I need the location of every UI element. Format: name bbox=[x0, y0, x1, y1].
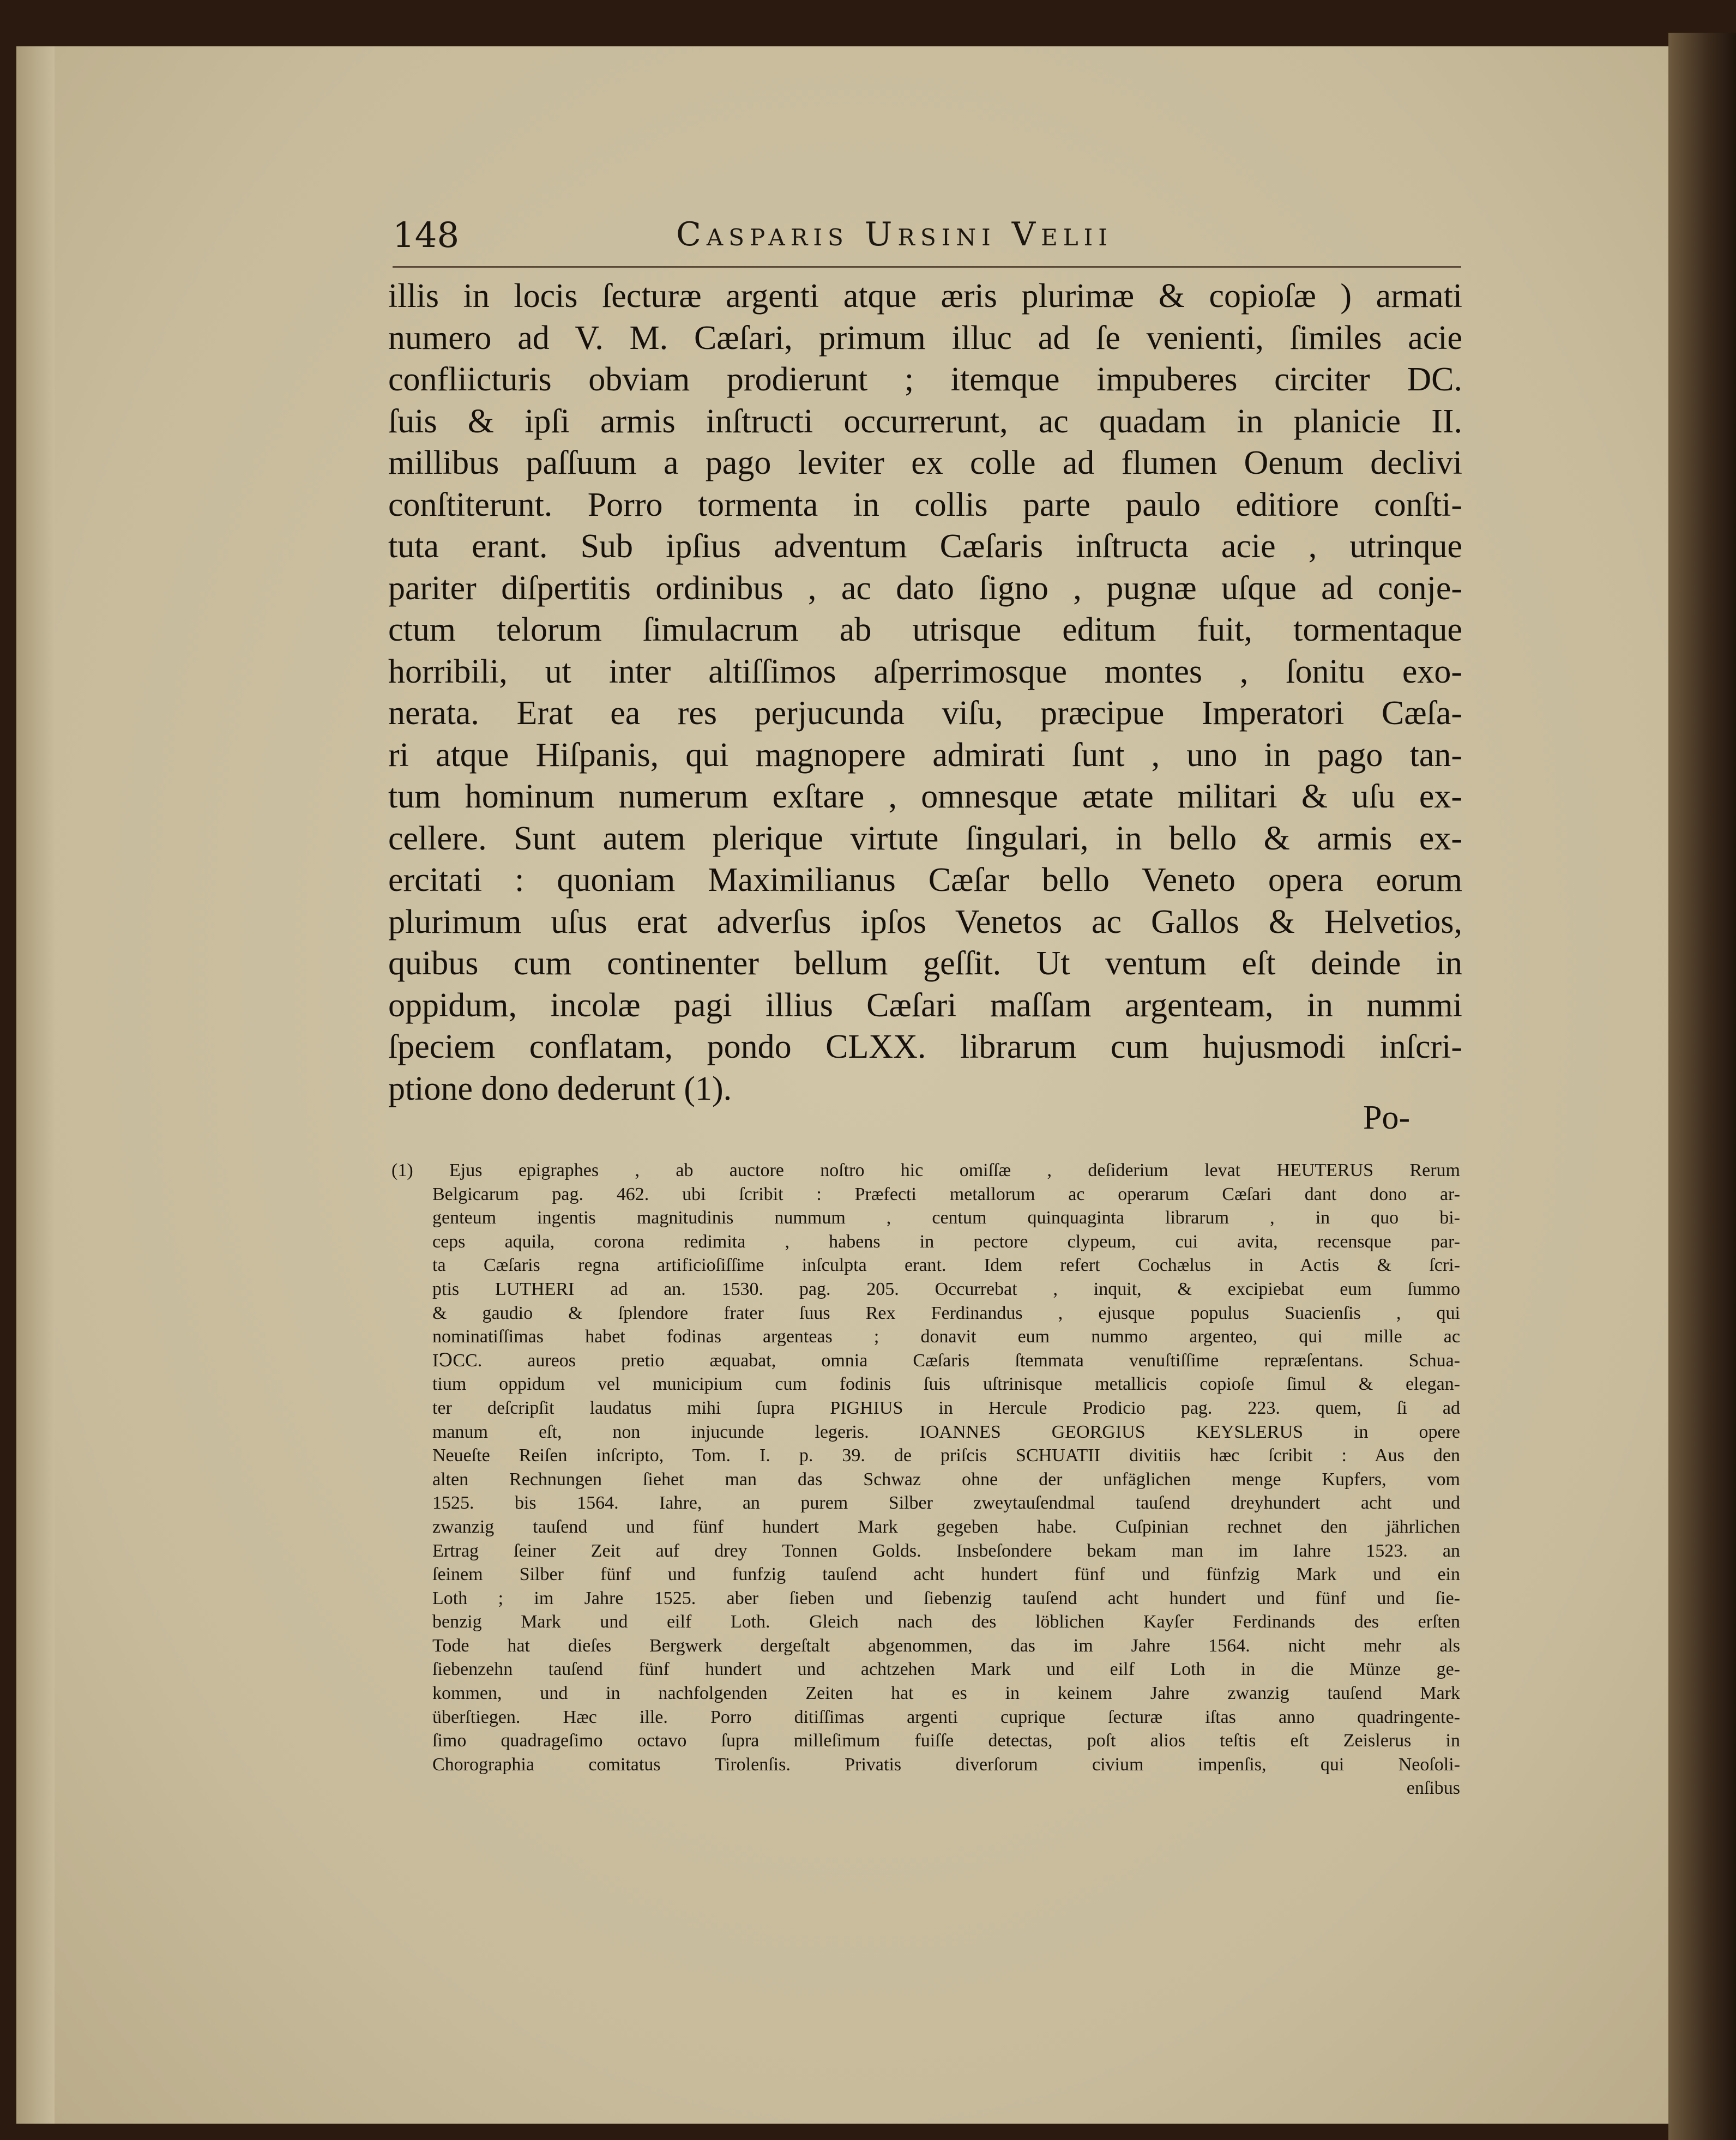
book-spine bbox=[1668, 33, 1736, 2140]
footnote-line: benzig Mark und eilf Loth. Gleich nach des löblichen Kayſer Ferdinands des erſten bbox=[432, 1612, 1460, 1632]
main-text-line: nerata. Erat ea res perjucunda viſu, præcipue Imperatori Cæſa- bbox=[388, 695, 1462, 732]
main-text-line: oppidum, incolæ pagi illius Cæſari maſſam argenteam, in nummi bbox=[388, 986, 1462, 1024]
footnote-line: ptis LUTHERI ad an. 1530. pag. 205. Occurrebat , inquit, & excipiebat eum ſummo bbox=[432, 1279, 1460, 1299]
main-text-line: tum hominum numerum exſtare , omnesque ætate militari & uſu ex- bbox=[388, 778, 1462, 815]
footnote-block bbox=[391, 1159, 1460, 1800]
main-text-line: millibus paſſuum a pago leviter ex colle ad flumen Oenum declivi bbox=[388, 444, 1462, 481]
footnote-line: zwanzig tauſend und fünf hundert Mark gegeben habe. Cuſpinian rechnet den jährlichen bbox=[432, 1516, 1460, 1537]
running-head bbox=[393, 215, 1472, 259]
footnote-line: ta Cæſaris regna artificioſiſſime inſculpta erant. Idem refert Cochælus in Actis & ſcri- bbox=[432, 1255, 1460, 1276]
footnote-line: ſimo quadrageſimo octavo ſupra milleſimum fuiſſe detectas, poſt alios teſtis eſt Zeislerus in bbox=[432, 1731, 1460, 1751]
main-text-line: ptione dono dederunt (1). bbox=[388, 1070, 732, 1107]
footnote-line: Belgicarum pag. 462. ubi ſcribit : Præfecti metallorum ac operarum Cæſari dant dono ar- bbox=[432, 1184, 1460, 1204]
footnote-line: manum eſt, non injucunde legeris. IOANNES GEORGIUS KEYSLERUS in opere bbox=[432, 1421, 1460, 1442]
running-title: Casparis Ursini Velii bbox=[676, 215, 1113, 254]
footnote-line: Neueſte Reiſen inſcripto, Tom. I. p. 39. de priſcis SCHUATII divitiis hæc ſcribit : Aus den bbox=[432, 1445, 1460, 1466]
main-text-line: ſuis & ipſi armis inſtructi occurrerunt, ac quadam in planicie II. bbox=[388, 402, 1462, 440]
footnote-line: kommen, und in nachfolgenden Zeiten hat es in keinem Jahre zwanzig tauſend Mark bbox=[432, 1683, 1460, 1704]
footnote-line: überſtiegen. Hæc ille. Porro ditiſſimas argenti cuprique ſecturæ iſtas anno quadringente- bbox=[432, 1707, 1460, 1727]
main-text-line: pariter diſpertitis ordinibus , ac dato ſigno , pugnæ uſque ad conje- bbox=[388, 569, 1462, 607]
footnote-line: ſeinem Silber fünf und funfzig tauſend acht hundert fünf und fünfzig Mark und ein bbox=[432, 1564, 1460, 1585]
footnote-line: Tode hat dieſes Bergwerk dergeſtalt abgenommen, das im Jahre 1564. nicht mehr als bbox=[432, 1635, 1460, 1656]
footnote-line: 1525. bis 1564. Iahre, an purem Silber zweytauſendmal tauſend dreyhundert acht und bbox=[432, 1493, 1460, 1514]
main-text-line: cellere. Sunt autem plerique virtute ſingulari, in bello & armis ex- bbox=[388, 819, 1462, 857]
footnote-line: ſiebenzehn tauſend fünf hundert und achtzehen Mark und eilf Loth in die Münze ge- bbox=[432, 1659, 1460, 1680]
main-text-block bbox=[388, 275, 1462, 1110]
footnote-line: enſibus bbox=[1406, 1778, 1460, 1799]
main-text-line: horribili, ut inter altiſſimos aſperrimosque montes , ſonitu exo- bbox=[388, 653, 1462, 690]
footnote-line: tium oppidum vel municipium cum fodinis ſuis uſtrinisque metallicis copioſe ſimul & elegan- bbox=[432, 1374, 1460, 1395]
page-edge bbox=[16, 46, 55, 2124]
footnote-line: Ertrag ſeiner Zeit auf drey Tonnen Golds. Insbeſondere bekam man im Iahre 1523. an bbox=[432, 1540, 1460, 1561]
main-text-line: ctum telorum ſimulacrum ab utrisque editum fuit, tormentaque bbox=[388, 611, 1462, 648]
main-text-line: ſpeciem conflatam, pondo CLXX. librarum cum hujusmodi inſcri- bbox=[388, 1028, 1462, 1065]
header-rule bbox=[393, 266, 1461, 268]
footnote-line: & gaudio & ſplendore frater ſuus Rex Ferdinandus , ejusque populus Suacienſis , qui bbox=[432, 1303, 1460, 1323]
footnote-line: ceps aquila, corona redimita , habens in pectore clypeum, cui avita, recensque par- bbox=[432, 1231, 1460, 1252]
main-text-line: plurimum uſus erat adverſus ipſos Venetos ac Gallos & Helvetios, bbox=[388, 903, 1462, 941]
footnote-line: Chorographia comitatus Tirolenſis. Privatis diverſorum civium impenſis, qui Neoſoli- bbox=[432, 1754, 1460, 1775]
main-text-line: ri atque Hiſpanis, qui magnopere admirati ſunt , uno in pago tan- bbox=[388, 736, 1462, 774]
footnote-line: Loth ; im Jahre 1525. aber ſieben und ſiebenzig tauſend acht hundert und fünf und ſie- bbox=[432, 1588, 1460, 1608]
footnote-line: (1) Ejus epigraphes , ab auctore noſtro hic omiſſæ , deſiderium levat HEUTERUS Rerum bbox=[391, 1160, 1460, 1180]
footnote-line: nominatiſſimas habet fodinas argenteas ; donavit eum nummo argenteo, qui mille ac bbox=[432, 1327, 1460, 1347]
catchword: Po- bbox=[1363, 1099, 1410, 1136]
main-text-line: illis in locis ſecturæ argenti atque æris plurimæ & copioſæ ) armati bbox=[388, 278, 1462, 315]
main-text-line: tuta erant. Sub ipſius adventum Cæſaris inſtructa acie , utrinque bbox=[388, 528, 1462, 565]
footnote-line: ter deſcripſit laudatus mihi ſupra PIGHIUS in Hercule Prodicio pag. 223. quem, ſi ad bbox=[432, 1397, 1460, 1418]
main-text-line: quibus cum continenter bellum geſſit. Ut ventum eſt deinde in bbox=[388, 945, 1462, 982]
footnote-line: IↃCC. aureos pretio æquabat, omnia Cæſaris ſtemmata venuſtiſſime repræſentans. Schua- bbox=[432, 1350, 1460, 1371]
main-text-line: conſtiterunt. Porro tormenta in collis parte paulo editiore conſti- bbox=[388, 486, 1462, 523]
footnote-line: alten Rechnungen ſiehet man das Schwaz ohne der unfäglichen menge Kupfers, vom bbox=[432, 1469, 1460, 1490]
footnote-line: genteum ingentis magnitudinis nummum , centum quinquaginta librarum , in quo bi- bbox=[432, 1208, 1460, 1228]
page-number: 148 bbox=[393, 215, 460, 256]
main-text-line: ercitati : quoniam Maximilianus Cæſar bello Veneto opera eorum bbox=[388, 861, 1462, 899]
main-text-line: confliicturis obviam prodierunt ; itemque impuberes circiter DC. bbox=[388, 361, 1462, 398]
main-text-line: numero ad V. M. Cæſari, primum illuc ad ſe venienti, ſimiles acie bbox=[388, 319, 1462, 357]
